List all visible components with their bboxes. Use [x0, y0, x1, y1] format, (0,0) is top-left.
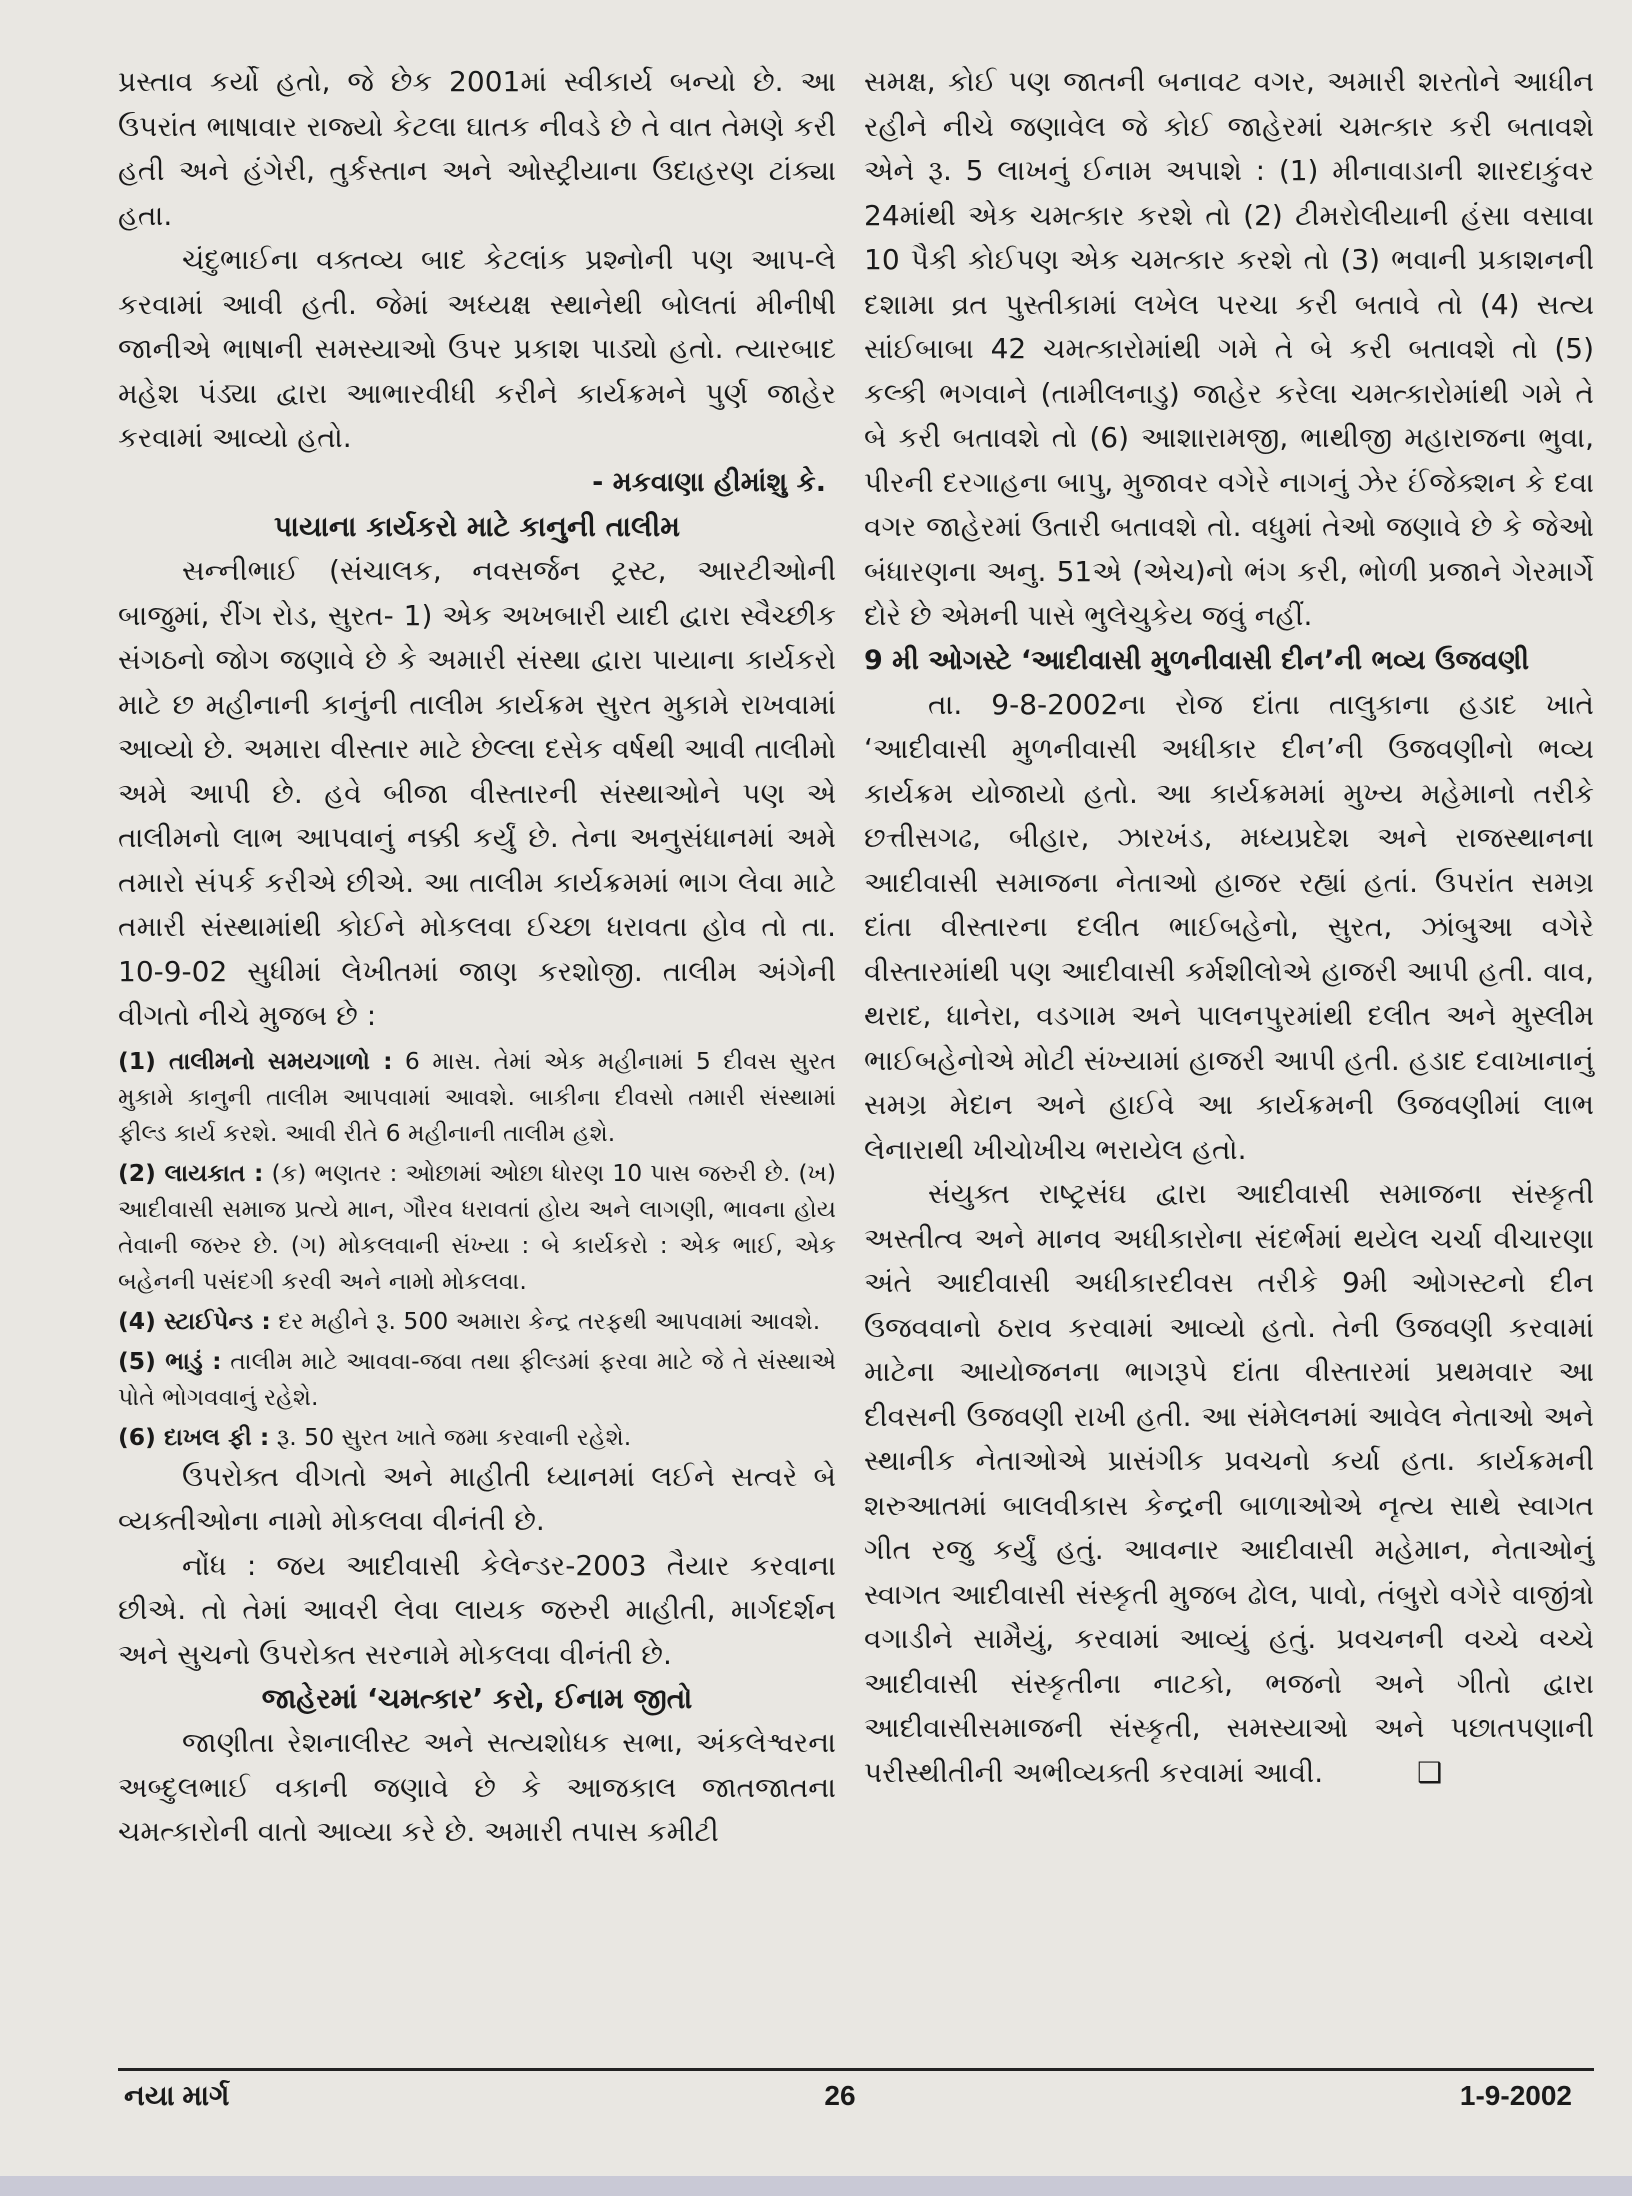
list-item: [118, 1343, 836, 1415]
paragraph: ચંદુભાઈના વક્તવ્ય બાદ કેટલાંક પ્રશ્નોની પણ આપ-લે કરવામાં આવી હતી. જેમાં અધ્યક્ષ સ્થાનેથી બોલતાં મીનીષી જાનીએ ભાષાની સમસ્યાઓ ઉપર પ્રકાશ પાડ્યો હતો. ત્યારબાદ મહેશ પંડ્યા દ્વારા આભારવીધી કરીને કાર્યક્રમને પુર્ણ જાહેર કરવામાં આવ્યો હતો.: [118, 243, 836, 454]
list-item: [118, 1043, 836, 1151]
list-item-label: (2) લાયકાત :: [118, 1158, 264, 1187]
paragraph: પ્રસ્તાવ કર્યો હતો, જે છેક 2001માં સ્વીકાર્ય બન્યો છે. આ ઉપરાંત ભાષાવાર રાજ્યો કેટલા ઘાતક નીવડે છે તે વાત તેમણે કરી હતી અને હંગેરી, તુર્કસ્તાન અને ઓસ્ટ્રીયાના ઉદાહરણ ટાંક્યા હતા.: [118, 65, 836, 232]
scan-edge: [0, 2176, 1632, 2196]
list-item-label: (6) દાખલ ફી :: [118, 1422, 270, 1451]
list-item: [118, 1155, 836, 1299]
end-of-article-mark: ❑: [1417, 1755, 1443, 1789]
list-item: [118, 1419, 836, 1455]
article-heading: 9 મી ઓગસ્ટે ‘આદીવાસી મુળનીવાસી દીન’ની ભવ્ય ઉજવણી: [864, 644, 1530, 676]
article-heading: પાયાના કાર્યકરો માટે કાનુની તાલીમ: [274, 510, 680, 543]
page-number: 26: [824, 2080, 856, 2111]
list-item-label: (4) સ્ટાઈપેન્ડ :: [118, 1306, 271, 1335]
list-item-text: રૂ. 50 સુરત ખાતે જમા કરવાની રહેશે.: [269, 1422, 632, 1451]
author-signature: - મકવાણા હીમાંશુ કે.: [592, 466, 826, 498]
list-item-text: દર મહીને રૂ. 500 અમારા કેન્દ્ર તરફથી આપવામાં આવશે.: [270, 1306, 821, 1335]
paragraph: નોંધ : જય આદીવાસી કેલેન્ડર-2003 તૈયાર કરવાના છીએ. તો તેમાં આવરી લેવા લાયક જરુરી માહીતી, માર્ગદર્શન અને સુચનો ઉપરોક્ત સરનામે મોકલવા વીનંતી છે.: [118, 1548, 836, 1671]
footer-divider: [118, 2068, 1594, 2071]
list-item-label: (1) તાલીમનો સમયગાળો :: [118, 1046, 393, 1075]
list-item-text: 6 માસ. તેમાં એક મહીનામાં 5 દીવસ સુરત મુકામે કાનુની તાલીમ આપવામાં આવશે. બાકીના દીવસો તમારી સંસ્થામાં ફીલ્ડ કાર્ય કરશે. આવી રીતે 6 મહીનાની તાલીમ હશે.: [118, 1046, 837, 1147]
publication-name: નયા માર્ગ: [124, 2080, 230, 2111]
paragraph: તા. 9-8-2002ના રોજ દાંતા તાલુકાના હડાદ ખાતે ‘આદીવાસી મુળનીવાસી અધીકાર દીન’ની ઉજવણીનો ભવ્ય કાર્યક્રમ યોજાયો હતો. આ કાર્યક્રમમાં મુખ્ય મહેમાનો તરીકે છત્તીસગઢ, બીહાર, ઝારખંડ, મધ્યપ્રદેશ અને રાજસ્થાનના આદીવાસી સમાજના નેતાઓ હાજર રહ્યાં હતાં. ઉપરાંત સમગ્ર દાંતા વીસ્તારના દલીત ભાઈબહેનો, સુરત, ઝાંબુઆ વગેરે વીસ્તારમાંથી પણ આદીવાસી કર્મશીલોએ હાજરી આપી હતી. વાવ, થરાદ, ધાનેરા, વડગામ અને પાલનપુરમાંથી દલીત અને મુસ્લીમ ભાઈબહેનોએ મોટી સંખ્યામાં હાજરી આપી હતી. હડાદ દવાખાનાનું સમગ્ર મેદાન અને હાઈવે આ કાર્યક્રમની ઉજવણીમાં લાભ લેનારાથી ખીચોખીચ ભરાયેલ હતો.: [864, 687, 1594, 1166]
paragraph: સમક્ષ, કોઈ પણ જાતની બનાવટ વગર, અમારી શરતોને આધીન રહીને નીચે જણાવેલ જે કોઈ જાહેરમાં ચમત્કાર કરી બતાવશે એને રૂ. 5 લાખનું ઈનામ અપાશે : (1) મીનાવાડાની શારદાકુંવર 24માંથી એક ચમત્કાર કરશે તો (2) ટીમરોલીયાની હંસા વસાવા 10 પૈકી કોઈપણ એક ચમત્કાર કરશે તો (3) ભવાની પ્રકાશનની દશામા વ્રત પુસ્તીકામાં લખેલ પરચા કરી બતાવે તો (4) સત્ય સાંઈબાબા 42 ચમત્કારોમાંથી ગમે તે બે કરી બતાવશે તો (5) કલ્કી ભગવાને (તામીલનાડુ) જાહેર કરેલા ચમત્કારોમાંથી ગમે તે બે કરી બતાવશે તો (6) આશારામજી, ભાથીજી મહારાજના ભુવા, પીરની દરગાહના બાપુ, મુજાવર વગેરે નાગનું ઝેર ઈંજેક્શન કે દવા વગર જાહેરમાં ઉતારી બતાવશે તો. વધુમાં તેઓ જણાવે છે કે જેઓ બંધારણના અનુ. 51એ (એચ)નો ભંગ કરી, ભોળી પ્રજાને ગેરમાર્ગે દોરે છે એમની પાસે ભુલેચુકેય જવું નહીં.: [864, 65, 1594, 632]
list-item-label: (5) ભાડું :: [118, 1346, 222, 1375]
paragraph-text: સંયુક્ત રાષ્ટ્રસંઘ દ્વારા આદીવાસી સમાજના સંસ્કૃતી અસ્તીત્વ અને માનવ અધીકારોના સંદર્ભમાં થયેલ ચર્ચા વીચારણા અંતે આદીવાસી અધીકારદીવસ તરીકે 9મી ઓગસ્ટનો દીન ઉજવવાનો ઠરાવ કરવામાં આવ્યો હતો. તેની ઉજવણી કરવામાં માટેના આયોજનના ભાગરૂપે દાંતા વીસ્તારમાં પ્રથમવાર આ દીવસની ઉજવણી રાખી હતી. આ સંમેલનમાં આવેલ નેતાઓ અને સ્થાનીક નેતાઓએ પ્રાસંગીક પ્રવચનો કર્યા હતા. કાર્યક્રમની શરુઆતમાં બાલવીકાસ કેન્દ્રની બાળાઓએ નૃત્ય સાથે સ્વાગત ગીત રજુ કર્યું હતું. આવનાર આદીવાસી મહેમાન, નેતાઓનું સ્વાગત આદીવાસી સંસ્કૃતી મુજબ ઢોલ, પાવો, તંબુરો વગેરે વાજીંત્રો વગાડીને સામૈયું, કરવામાં આવ્યું હતું. પ્રવચનની વચ્ચે વચ્ચે આદીવાસી સંસ્કૃતીના નાટકો, ભજનો અને ગીતો દ્વારા આદીવાસીસમાજની સંસ્કૃતી, સમસ્યાઓ અને પછાતપણાની પરીસ્થીતીની અભીવ્યક્તી કરવામાં આવી.: [864, 1177, 1594, 1789]
paragraph: ઉપરોક્ત વીગતો અને માહીતી ધ્યાનમાં લઈને સત્વરે બે વ્યક્તીઓના નામો મોકલવા વીનંતી છે.: [118, 1459, 836, 1537]
paragraph: સન્નીભાઈ (સંચાલક, નવસર્જન ટ્રસ્ટ, આરટીઓની બાજુમાં, રીંગ રોડ, સુરત- 1) એક અખબારી યાદી દ્વારા સ્વૈચ્છીક સંગઠનો જોગ જણાવે છે કે અમારી સંસ્થા દ્વારા પાયાના કાર્યકરો માટે છ મહીનાની કાનુંની તાલીમ કાર્યક્રમ સુરત મુકામે રાખવામાં આવ્યો છે. અમારા વીસ્તાર માટે છેલ્લા દસેક વર્ષથી આવી તાલીમો અમે આપી છે. હવે બીજા વીસ્તારની સંસ્થાઓને પણ એ તાલીમનો લાભ આપવાનું નક્કી કર્યું છે. તેના અનુસંધાનમાં અમે તમારો સંપર્ક કરીએ છીએ. આ તાલીમ કાર્યક્રમમાં ભાગ લેવા માટે તમારી સંસ્થામાંથી કોઈને મોકલવા ઈચ્છા ધરાવતા હોવ તો તા. 10-9-02 સુધીમાં લેખીતમાં જાણ કરશોજી. તાલીમ અંગેની વીગતો નીચે મુજબ છે :: [118, 554, 836, 1032]
article-heading: જાહેરમાં ‘ચમત્કાર’ કરો, ઈનામ જીતો: [261, 1682, 693, 1715]
issue-date: 1-9-2002: [1459, 2080, 1572, 2111]
right-column: [864, 60, 1594, 1795]
list-item: [118, 1303, 836, 1339]
paragraph: [864, 1172, 1594, 1795]
paragraph: જાણીતા રેશનાલીસ્ટ અને સત્યશોધક સભા, અંકલેશ્વરના અબ્દુલભાઈ વકાની જણાવે છે કે આજકાલ જાતજાતના ચમત્કારોની વાતો આવ્યા કરે છે. અમારી તપાસ કમીટી: [118, 1726, 836, 1848]
list-item-text: તાલીમ માટે આવવા-જવા તથા ફીલ્ડમાં ફરવા માટે જે તે સંસ્થાએ પોતે ભોગવવાનું રહેશે.: [118, 1346, 836, 1411]
list-item-text: (ક) ભણતર : ઓછામાં ઓછા ધોરણ 10 પાસ જરુરી છે. (ખ) આદીવાસી સમાજ પ્રત્યે માન, ગૌરવ ધરાવતાં હોય અને લાગણી, ભાવના હોય તેવાની જરુર છે. (ગ) મોકલવાની સંખ્યા : બે કાર્યકરો : એક ભાઈ, એક બહેનની પસંદગી કરવી અને નામો મોકલવા.: [118, 1158, 836, 1295]
left-column: [118, 60, 836, 1855]
